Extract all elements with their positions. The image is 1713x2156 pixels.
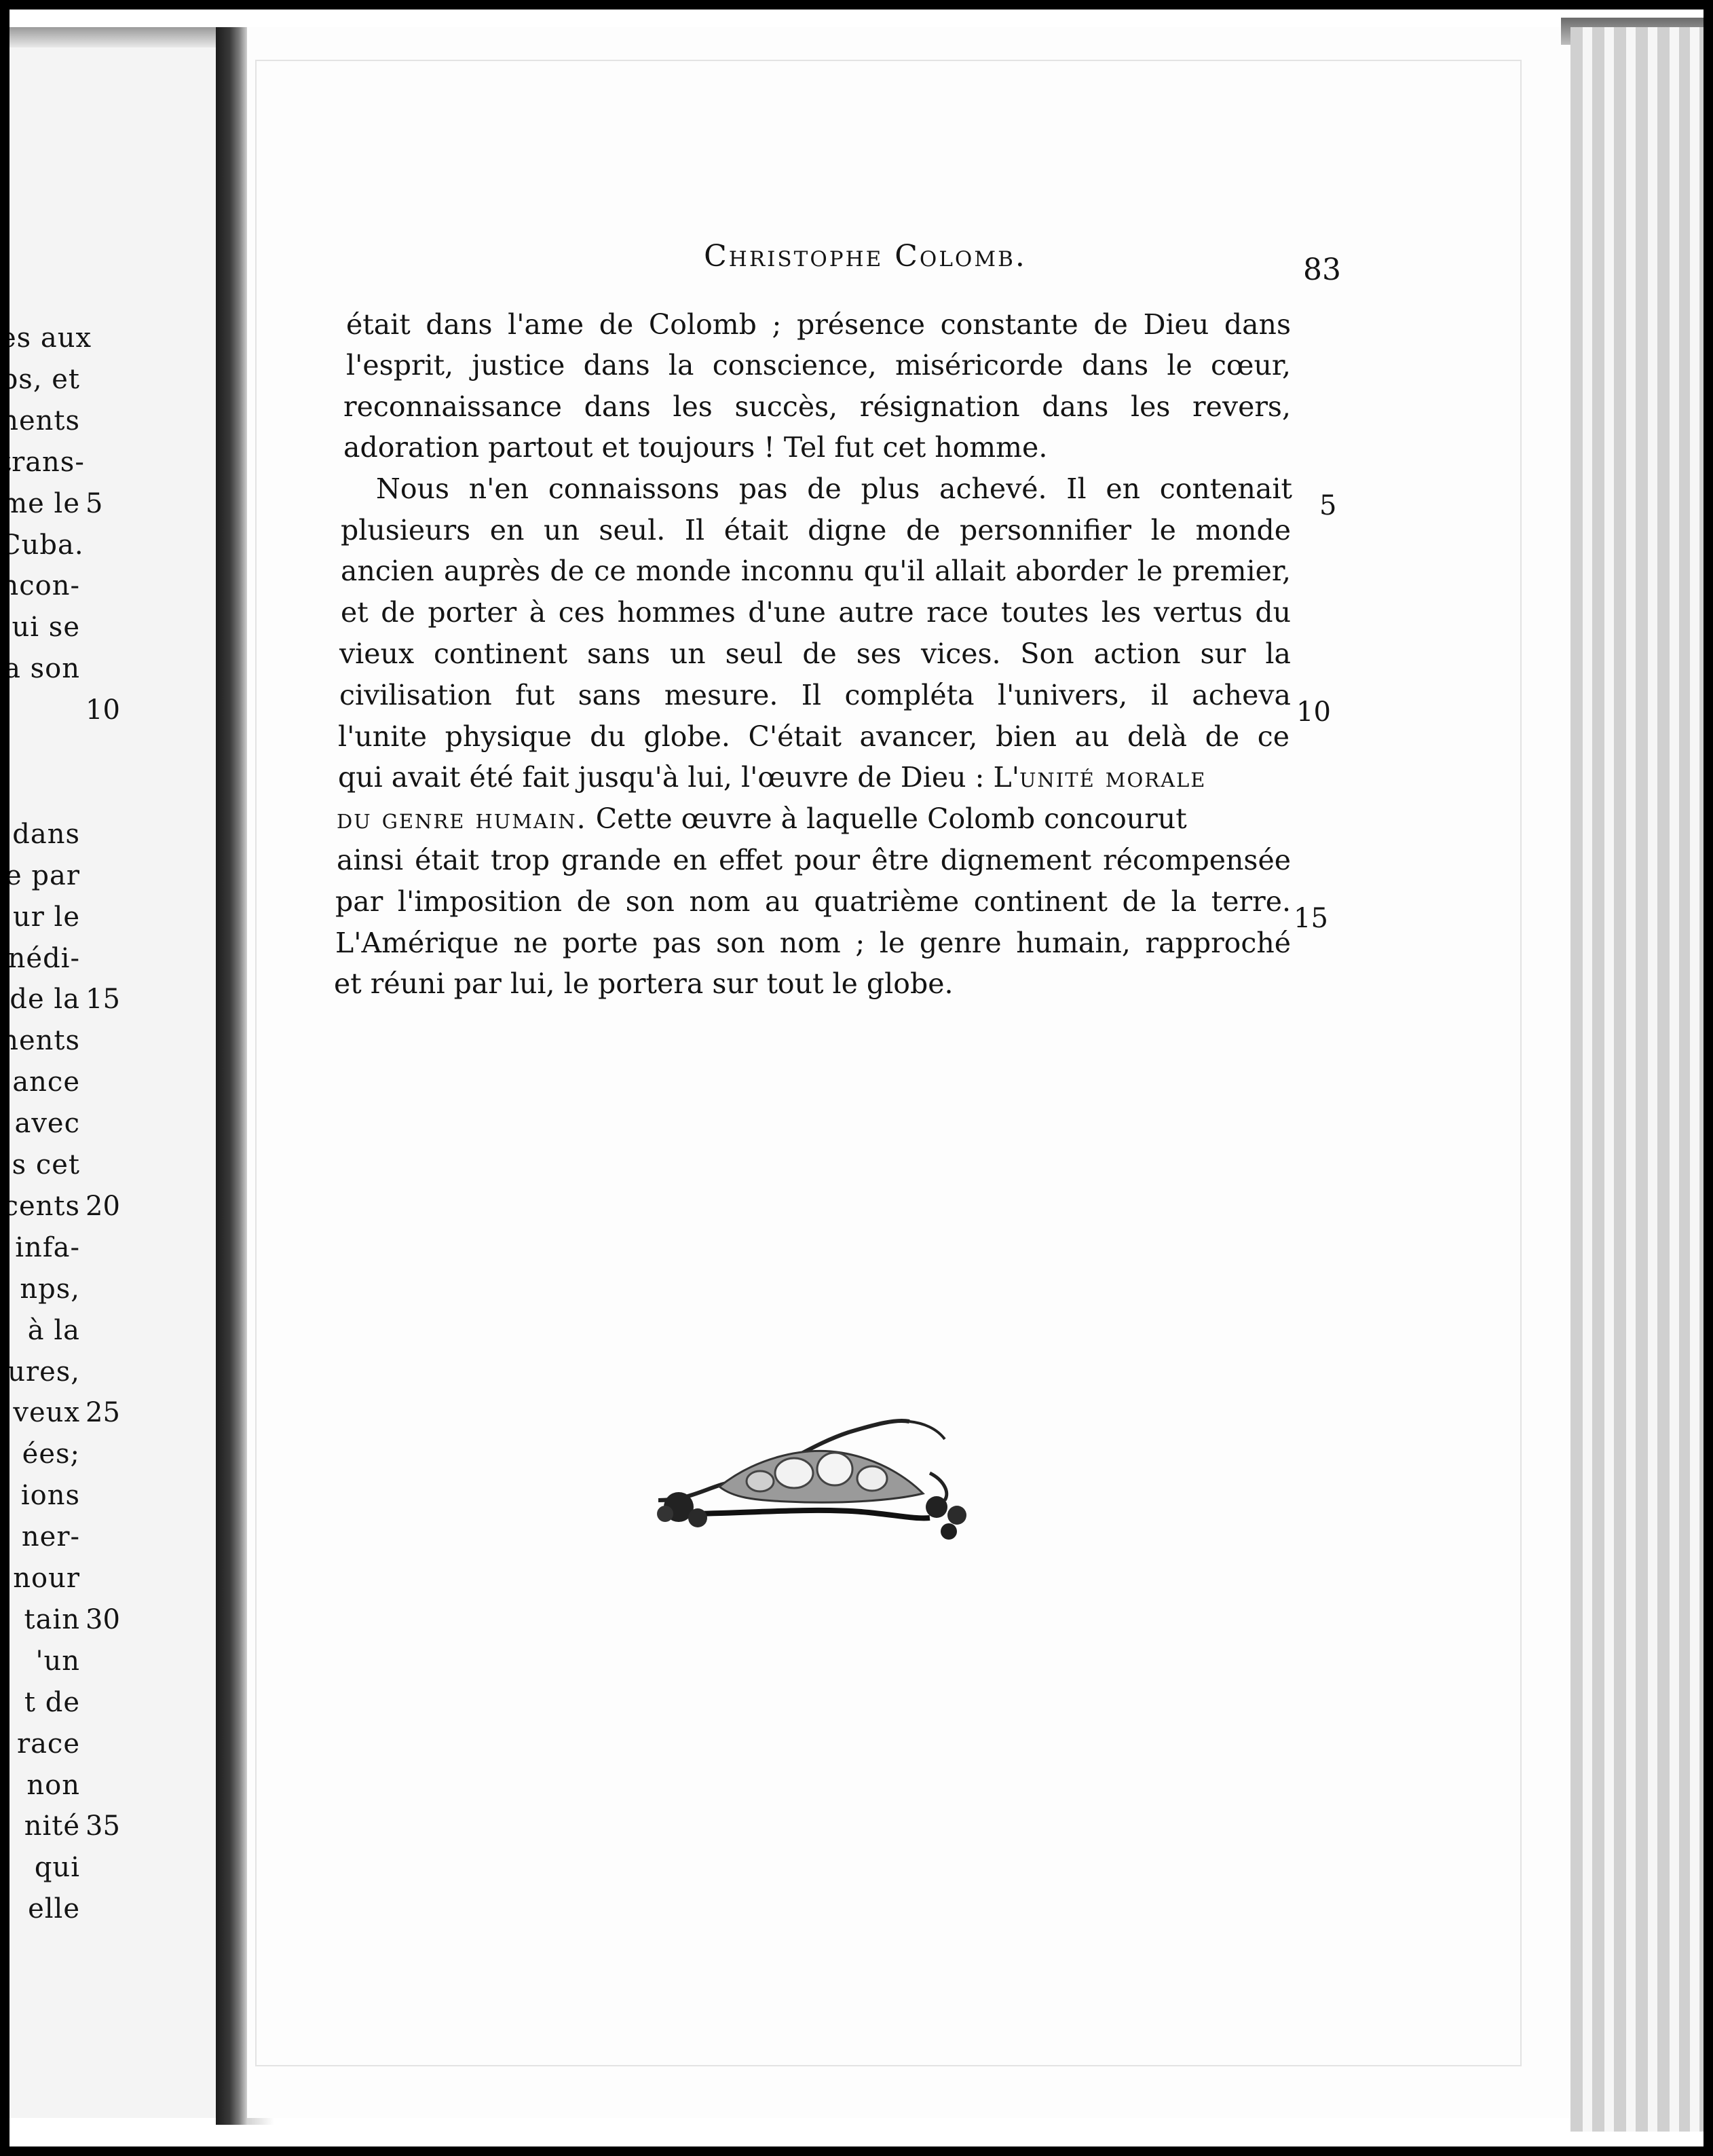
previous-page-line: nédi- [7,942,80,974]
previous-page-line-number: 25 [86,1397,120,1429]
previous-page-line-number: 35 [86,1810,120,1842]
previous-page-line-number: 10 [86,694,120,726]
previous-page-line: s cet [12,1149,80,1181]
text-segment: qui avait été fait jusqu'à lui, l'œuvre de Dieu : L' [338,761,1019,794]
text-line: et réuni par lui, le portera sur tout le globe. [334,967,954,1000]
previous-page-line: ions [20,1480,80,1512]
previous-page-line: 'un [35,1645,80,1677]
previous-page-line: ui se [12,612,80,644]
previous-page-line: ncon- [1,570,80,602]
previous-page-line: Cuba. [0,529,84,561]
previous-page-line: veux [13,1397,80,1429]
previous-page-line-number: 15 [86,984,120,1016]
previous-page-line: qui [34,1852,80,1884]
text-line: l'esprit, justice dans la conscience, miséricorde dans le cœur, [346,349,1291,382]
previous-page-line: me le [1,487,80,519]
previous-page-line: ance [12,1066,80,1098]
previous-page-line: ner- [21,1521,80,1553]
previous-page-line: race [16,1728,80,1760]
page-number: 83 [1303,253,1341,287]
previous-page-line: ures, [7,1356,80,1388]
previous-page-line: ps, et [0,363,80,395]
text-line: par l'imposition de son nom au quatrième continent de la terre. [335,885,1291,918]
text-line [337,803,1291,834]
book-page [247,27,1570,2118]
previous-page-line-number: 30 [86,1603,120,1635]
previous-page-line: tain [24,1603,80,1635]
previous-page-line: ur le [12,901,80,933]
text-line: reconnaissance dans les succès, résignation dans les revers, [343,390,1291,423]
previous-page [0,27,216,2118]
running-header: Christophe Colomb. [704,239,1027,274]
small-caps-segment: du genre humain. [337,802,587,835]
previous-page-line: ées; [22,1438,80,1470]
text-line: plusieurs en un seul. Il était digne de personnifier le monde [341,514,1291,546]
previous-page-line: trans- [0,446,85,478]
previous-page-line: nour [13,1563,80,1594]
previous-page-line: à la [27,1314,80,1346]
text-line: ancien auprès de ce monde inconnu qu'il allait aborder le premier, [341,555,1291,587]
previous-page-line: nité [24,1810,80,1842]
text-line: adoration partout et toujours ! Tel fut cet homme. [343,431,1048,464]
previous-page-line: t de [24,1686,80,1718]
text-line: l'unite physique du globe. C'était avancer, bien au delà de ce [338,720,1290,753]
previous-page-line-number: 5 [86,487,103,519]
previous-page-line: elle [28,1893,80,1925]
previous-page-line: nents [1,405,80,436]
page-stack-edges [1570,27,1703,2132]
page-top-edge [0,27,216,48]
text-line: Nous n'en connaissons pas de plus achevé. Il en contenait [376,472,1292,505]
previous-page-line-number: 20 [86,1190,120,1222]
text-line: et de porter à ces hommes d'une autre race toutes les vertus du [341,596,1291,629]
previous-page-line: es aux [0,322,92,354]
previous-page-line: avec [14,1108,80,1140]
text-line: vieux continent sans un seul de ses vices. Son action sur la [339,637,1291,670]
line-number: 15 [1294,903,1328,934]
previous-page-line: cents [3,1190,80,1222]
previous-page-line: nents [1,1025,80,1057]
line-number: 10 [1296,696,1331,728]
previous-page-line: e par [5,859,80,891]
previous-page-line: a son [4,653,80,685]
previous-page-line: nps, [20,1273,80,1305]
previous-page-line: infa- [15,1231,80,1263]
text-line [338,762,1290,793]
text-line: était dans l'ame de Colomb ; présence constante de Dieu dans [346,308,1291,341]
tailpiece-ornament [638,1398,991,1548]
book-gutter [216,27,247,2125]
text-line: ainsi était trop grande en effet pour être dignement récompensée [337,844,1291,876]
previous-page-line: non [26,1769,80,1801]
text-line: civilisation fut sans mesure. Il compléta l'univers, il acheva [339,679,1291,711]
previous-page-line: de la [10,984,80,1016]
text-line: L'Amérique ne porte pas son nom ; le genre humain, rapproché [335,927,1291,959]
previous-page-line: dans [12,818,80,850]
small-caps-segment: unité morale [1019,761,1207,794]
line-number: 5 [1319,490,1337,521]
text-segment: Cette œuvre à laquelle Colomb concourut [586,802,1187,835]
